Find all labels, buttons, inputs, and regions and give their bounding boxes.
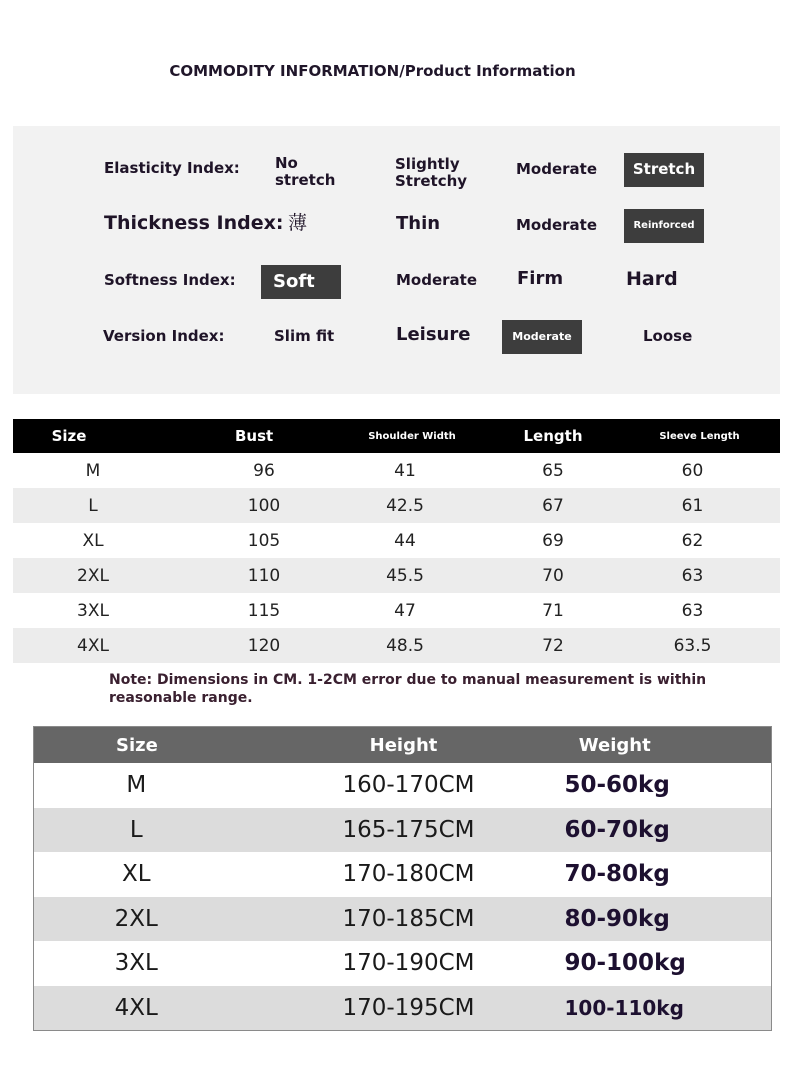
cell-shoulder: 48.5: [337, 628, 487, 663]
softness-option-soft-selected: Soft: [261, 265, 341, 299]
cell-sleeve: 63.5: [619, 628, 780, 663]
table-row: [34, 897, 772, 942]
cell-size: 4XL: [34, 986, 239, 1031]
cell-shoulder: 44: [394, 530, 416, 551]
version-option-moderate-selected: Moderate: [502, 320, 582, 354]
cell-length: 67: [487, 488, 619, 523]
cell-height: 170-190CM: [342, 950, 475, 977]
index-panel: [13, 126, 780, 394]
cell-bust: 110: [205, 558, 337, 593]
table-row: [34, 852, 772, 897]
elasticity-option-no-stretch: No stretch: [275, 154, 336, 190]
cell-shoulder: 41: [394, 460, 416, 481]
cell-size: 2XL: [13, 558, 205, 593]
cell-size: XL: [82, 530, 104, 551]
cell-height: 165-175CM: [239, 808, 539, 853]
cell-weight: 80-90kg: [539, 897, 772, 942]
cell-size: 3XL: [114, 950, 158, 977]
softness-label: Softness Index:: [104, 271, 236, 289]
cell-bust: 115: [247, 600, 281, 621]
table-row: [13, 453, 780, 488]
col-length: Length: [487, 419, 619, 453]
table-row: [34, 763, 772, 808]
col-sleeve-length: Sleeve Length: [619, 419, 780, 453]
softness-option-hard: Hard: [626, 268, 678, 290]
cell-size: 3XL: [77, 600, 109, 621]
cell-height: 170-185CM: [239, 897, 539, 942]
page-title: COMMODITY INFORMATION/Product Information: [169, 62, 576, 80]
col-bust: Bust: [205, 419, 337, 453]
cell-size: 2XL: [34, 897, 239, 942]
cell-sleeve: 62: [681, 530, 704, 551]
cell-weight: 90-100kg: [564, 950, 686, 977]
table-row: [34, 808, 772, 853]
elasticity-label: Elasticity Index:: [104, 159, 240, 177]
softness-option-firm: Firm: [517, 268, 564, 289]
cell-weight: 50-60kg: [564, 772, 670, 799]
cell-bust: 120: [205, 628, 337, 663]
table-row: [34, 941, 772, 986]
thickness-option-reinforced-selected: Reinforced: [624, 209, 704, 243]
cell-size: XL: [121, 861, 151, 888]
cell-shoulder: 47: [394, 600, 416, 621]
cell-size: M: [85, 460, 101, 481]
cell-length: 72: [487, 628, 619, 663]
cell-shoulder: 45.5: [337, 558, 487, 593]
cell-weight: 70-80kg: [564, 861, 670, 888]
cell-length: 69: [542, 530, 564, 551]
cell-length: 70: [487, 558, 619, 593]
fit-table: [33, 726, 772, 1031]
cell-bust: 100: [205, 488, 337, 523]
cell-sleeve: 60: [681, 460, 704, 481]
table-row: [13, 628, 780, 663]
cell-size: L: [13, 488, 205, 523]
cell-sleeve: 63: [681, 600, 704, 621]
table-row: [13, 488, 780, 523]
measurement-note: Note: Dimensions in CM. 1-2CM error due to manual measurement is within reasonable range.: [109, 672, 707, 706]
version-label: Version Index:: [103, 327, 225, 345]
thickness-option-moderate: Moderate: [516, 216, 598, 234]
cell-size: M: [126, 772, 147, 799]
table-row: [34, 986, 772, 1031]
softness-option-moderate: Moderate: [396, 271, 478, 289]
size-table-header: [13, 419, 780, 453]
thickness-option-thin: Thin: [396, 213, 441, 234]
version-option-leisure: Leisure: [396, 324, 471, 345]
cell-size: L: [34, 808, 239, 853]
cell-bust: 96: [253, 460, 275, 481]
size-table: [13, 419, 780, 663]
cell-size: 4XL: [13, 628, 205, 663]
cell-weight: 60-70kg: [539, 808, 772, 853]
elasticity-option-stretch-selected: Stretch: [624, 153, 704, 187]
cell-weight: 100-110kg: [539, 986, 772, 1031]
thickness-option-thin-cn: 薄: [288, 212, 308, 234]
col-shoulder-width: Shoulder Width: [337, 419, 487, 453]
elasticity-option-slightly-stretchy: Slightly Stretchy: [395, 155, 468, 191]
cell-shoulder: 42.5: [337, 488, 487, 523]
cell-height: 170-180CM: [342, 861, 475, 888]
cell-height: 170-195CM: [239, 986, 539, 1031]
version-option-loose: Loose: [643, 327, 693, 345]
fit-table-header: [34, 727, 772, 764]
cell-bust: 105: [247, 530, 281, 551]
table-row: [13, 558, 780, 593]
col-height: Height: [239, 727, 539, 764]
table-row: [13, 593, 780, 628]
col-weight: Weight: [539, 727, 772, 764]
col-size: Size: [13, 419, 205, 453]
thickness-label: Thickness Index:: [104, 212, 284, 234]
cell-height: 160-170CM: [342, 772, 475, 799]
elasticity-option-moderate: Moderate: [516, 160, 598, 178]
version-option-slim-fit: Slim fit: [274, 327, 335, 345]
col-size: Size: [34, 727, 239, 764]
cell-sleeve: 63: [619, 558, 780, 593]
table-row: [13, 523, 780, 558]
cell-sleeve: 61: [619, 488, 780, 523]
cell-length: 65: [542, 460, 564, 481]
cell-length: 71: [542, 600, 564, 621]
